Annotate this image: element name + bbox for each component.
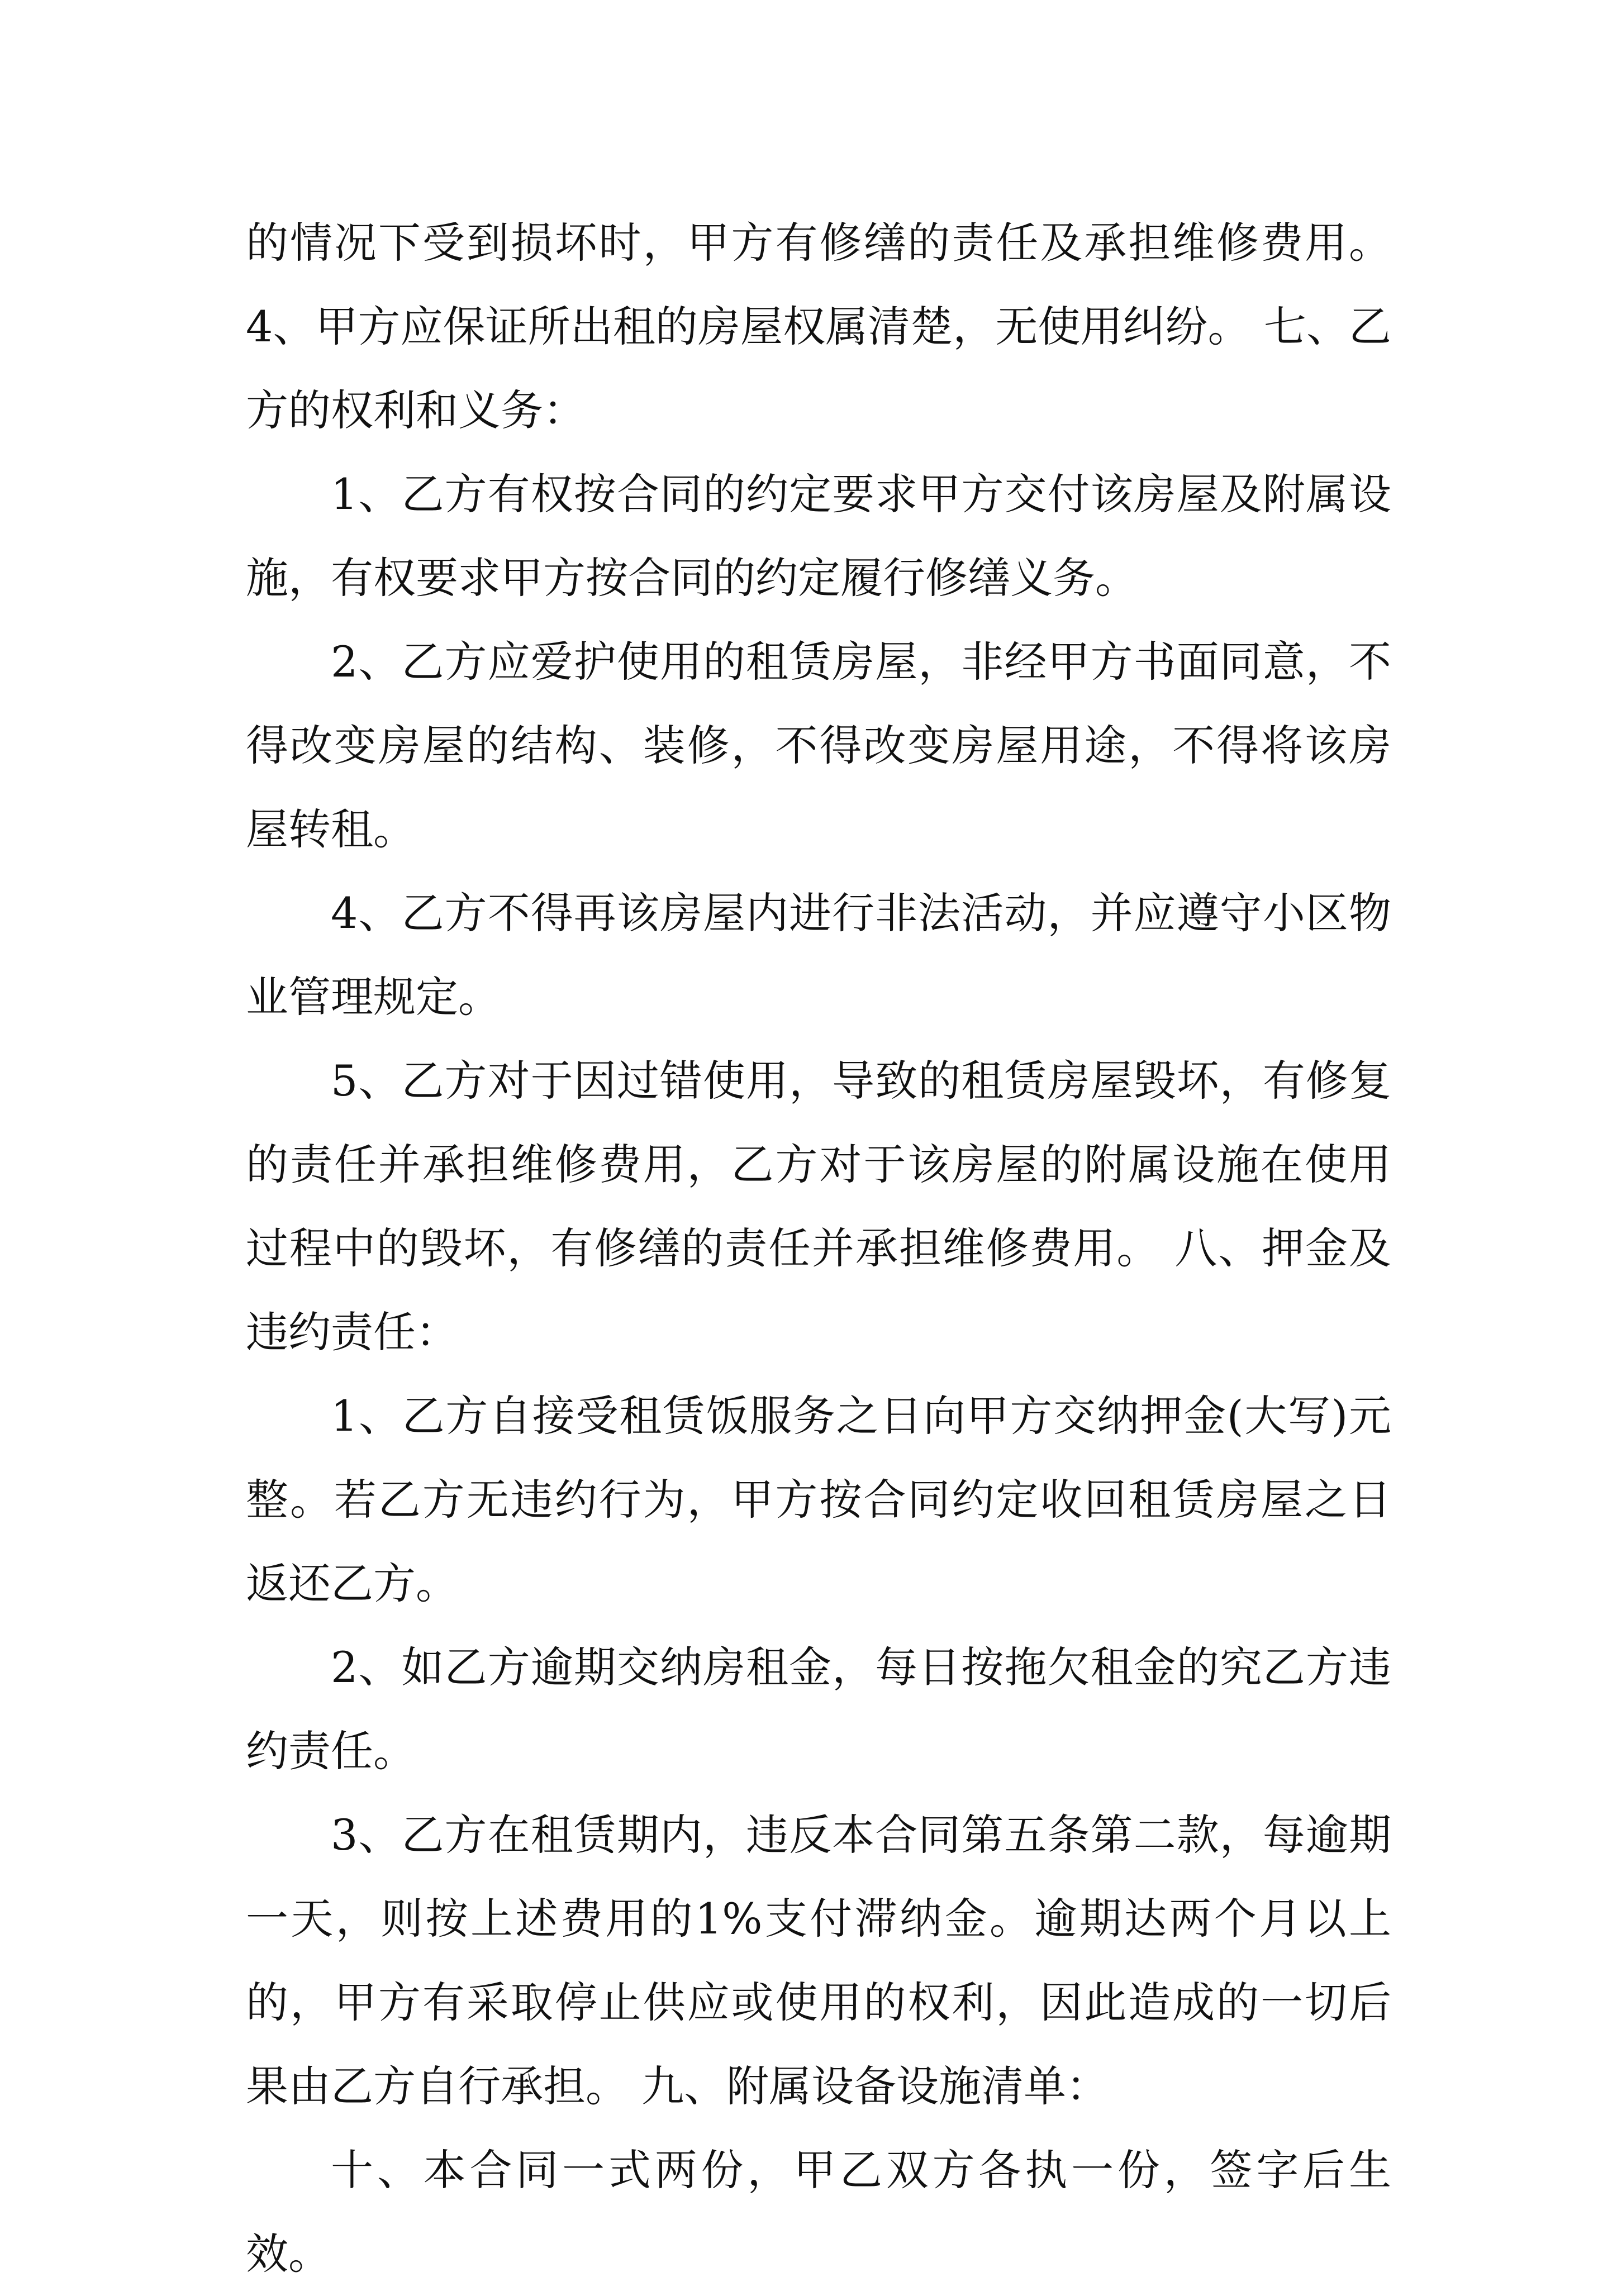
paragraph-continuation: 的情况下受到损坏时，甲方有修缮的责任及承担维修费用。4、甲方应保证所出租的房屋权属清楚，无使用纠纷。 七、乙方的权利和义务： [246,218,1391,435]
paragraph-tenant-care: 2、乙方应爱护使用的租赁房屋，非经甲方书面同意，不得改变房屋的结构、装修，不得改变房屋用途，不得将该房 屋转租。 [246,637,1391,854]
paragraph-tenant-right-delivery: 1、乙方有权按合同的约定要求甲方交付该房屋及附属设施，有权要求甲方按合同的约定履行修缮义务。 [246,469,1391,603]
paragraph-deposit: 1、乙方自接受租赁饭服务之日向甲方交纳押金(大写)元整。若乙方无违约行为，甲方按合同约定收回租赁房屋之日返还乙方。 [246,1391,1391,1608]
paragraph-damage-repair: 5、乙方对于因过错使用，导致的租赁房屋毁坏，有修复的责任并承担维修费用，乙方对于该房屋的附属设施在使用 过程中的毁坏，有修缮的责任并承担维修费用。 八、押金及违约责任： [246,1056,1391,1357]
paragraph-late-fee: 3、乙方在租赁期内，违反本合同第五条第二款，每逾期一天，则按上述费用的1%支付滞纳金。逾期达两个月以上的，甲方有采取停止供应或使用的权利，因此造成的一切后果由乙方自行承担。 九、附属设备设施清单： [246,1810,1391,2111]
paragraph-copies: 十、本合同一式两份，甲乙双方各执一份，签字后生效。 [246,2145,1391,2279]
paragraph-late-rent: 2、如乙方逾期交纳房租金，每日按拖欠租金的究乙方违约责任。 [246,1642,1391,1776]
document-body [246,201,1391,2296]
paragraph-no-illegal-activity: 4、乙方不得再该房屋内进行非法活动，并应遵守小区物业管理规定。 [246,888,1391,1022]
